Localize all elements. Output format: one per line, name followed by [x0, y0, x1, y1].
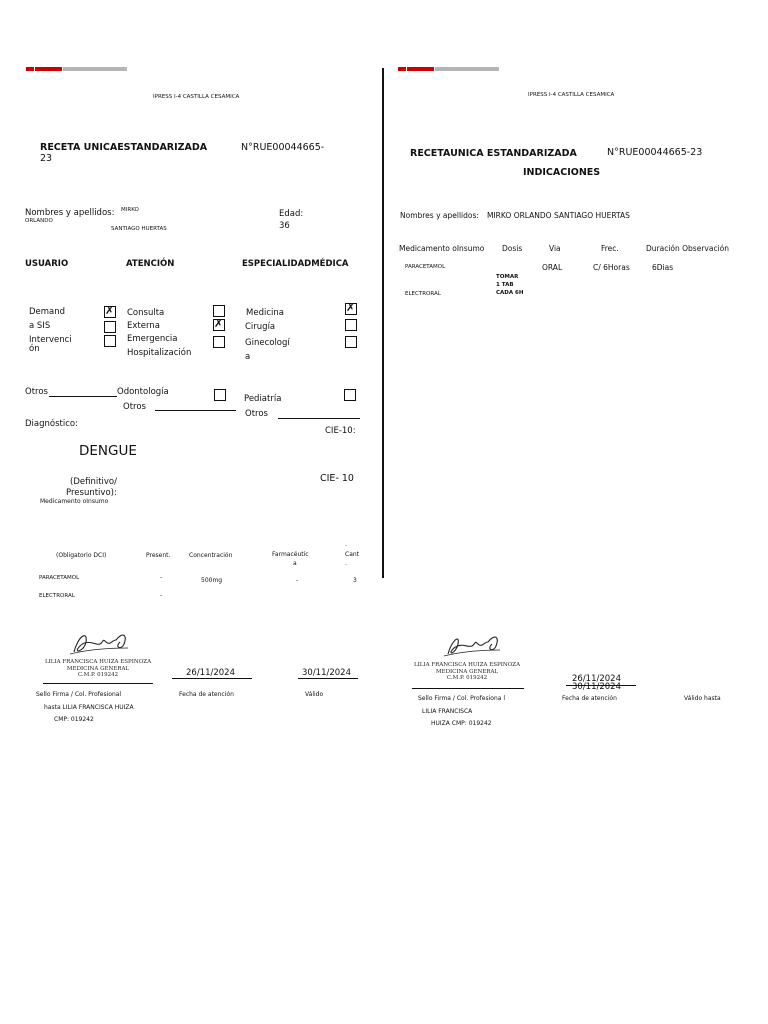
doctor-cmp-right: HUIZA CMP: 019242	[431, 720, 492, 727]
patient-name-part1: MIRKO	[121, 207, 139, 213]
fecha-label-left: Fecha de atención	[179, 691, 234, 698]
col-via: Via	[549, 244, 561, 253]
odontologia-label: Odontología	[117, 387, 169, 397]
date-atencion-left: 26/11/2024	[186, 668, 235, 678]
checkbox-emergencia[interactable]	[213, 336, 225, 348]
ministry-logo-right	[398, 67, 499, 71]
usuario-heading: USUARIO	[25, 259, 69, 269]
atencion-consulta-label: Consulta	[127, 308, 165, 318]
facility-name-left: IPRESS I-4 CASTILLA CESAMICA	[153, 94, 240, 100]
facility-name-right: IPRESS I-4 CASTILLA CESAMICA	[528, 92, 615, 98]
doctor-stamp-left	[38, 659, 158, 679]
patient-name-part2: ORLANDO	[25, 218, 53, 224]
medicamento-insumo-label: Medicamento oInsumo	[40, 498, 109, 505]
especialidad-cirugia-label: Cirugía	[245, 322, 276, 332]
date-atencion-right: 26/11/2024	[572, 674, 621, 684]
date-valido-right: 30/11/2024	[572, 682, 621, 692]
indication-dose-1: TOMAR	[496, 274, 519, 280]
checkbox-pediatria[interactable]	[344, 389, 356, 401]
atencion-hospitalizacion-label: Hospitalización	[127, 348, 192, 358]
col-dci: (Obligatorio DCI)	[56, 552, 107, 559]
signature-line-right	[412, 688, 524, 689]
date-atencion-line-left	[172, 678, 252, 679]
stamp-name: LILIA FRANCISCA HUIZA ESPINOZA	[413, 662, 521, 668]
especialidad-ginecologia-label-1: Ginecologí	[245, 338, 290, 348]
table-row-conc: 500mg	[201, 577, 223, 584]
pediatria-label: Pediatría	[244, 394, 282, 404]
especialidad-heading: ESPECIALIDADMÉDICA	[242, 259, 349, 269]
sello-label-right: Sello Firma / Col. Profesiona l	[418, 695, 505, 702]
col-farmaceutica-1: Farmacéutic	[272, 551, 309, 558]
col-present: Present.	[146, 552, 171, 559]
date-valido-line-left	[298, 678, 358, 679]
prescription-number-left: N°RUE00044665-	[241, 142, 325, 153]
table-row-present: -	[160, 592, 163, 599]
page-divider	[382, 68, 384, 578]
otros-label: Otros	[25, 387, 48, 397]
cie10-label: CIE-10:	[325, 426, 356, 436]
col-concentracion: Concentración	[189, 552, 233, 559]
doctor-name-left: hasta LILIA FRANCISCA HUIZA	[44, 704, 134, 711]
prescription-number-cont-left: 23	[40, 153, 53, 164]
patient-name-label-left: Nombres y apellidos:	[25, 208, 115, 218]
doctor-cmp-left: CMP: 019242	[54, 716, 94, 723]
stamp-cmp: C.M.P. 019242	[446, 675, 488, 681]
valido-label-left: Válido	[305, 691, 324, 698]
table-row-farm: -	[296, 577, 299, 584]
diagnosis-value: DENGUE	[79, 443, 137, 459]
checkbox-sis[interactable]	[104, 321, 116, 333]
doctor-name-right: LILIA FRANCISCA	[422, 708, 473, 715]
especialidad-ginecologia-label-2: a	[245, 352, 251, 362]
usuario-intervencion-label-2: ón	[29, 344, 40, 354]
col-cant-dot-top: .	[345, 541, 347, 548]
patient-name-right: MIRKO ORLANDO SANTIAGO HUERTAS	[487, 211, 630, 220]
atencion-externa-label: Externa	[127, 321, 160, 331]
col-frec: Frec.	[601, 244, 619, 253]
prescription-title-left: RECETA UNICAESTANDARIZADA	[40, 142, 208, 153]
col-cant-dot: .	[345, 560, 347, 567]
fecha-label-right: Fecha de atención	[562, 695, 617, 702]
checkbox-consulta[interactable]	[213, 305, 225, 317]
checkbox-cirugia[interactable]	[345, 319, 357, 331]
stamp-specialty: MEDICINA GENERAL	[66, 665, 130, 672]
age-label: Edad:	[279, 209, 304, 219]
stamp-cmp: C.M.P. 019242	[77, 672, 119, 678]
definitivo-label: (Definitivo/	[70, 477, 117, 487]
col-dosis: Dosis	[502, 244, 523, 253]
checkbox-ginecologia[interactable]	[345, 336, 357, 348]
indication-row-drug: PARACETAMOL	[405, 264, 446, 270]
indication-dose-3: CADA 6H	[496, 290, 524, 296]
atencion-emergencia-label: Emergencia	[127, 334, 178, 344]
checkbox-demanda[interactable]	[104, 306, 116, 318]
patient-name-part3: SANTIAGO HUERTAS	[111, 226, 167, 232]
stamp-name: LILIA FRANCISCA HUIZA ESPINOZA	[44, 659, 152, 665]
indication-row-frec: C/ 6Horas	[593, 263, 630, 272]
prescription-number-right: N°RUE00044665-23	[607, 147, 703, 158]
col-duracion-observacion: Duración Observación	[646, 244, 729, 253]
prescription-title-right: RECETAUNICA ESTANDARIZADA	[410, 148, 577, 159]
col-medicamento: Medicamento oInsumo	[399, 244, 485, 253]
table-row-drug: ELECTRORAL	[39, 593, 75, 599]
diagnostico-label: Diagnóstico:	[25, 419, 78, 429]
date-line-right	[566, 685, 636, 686]
presuntivo-label: Presuntivo):	[66, 488, 117, 498]
otros3-label: Otros	[245, 409, 268, 419]
otros2-line	[155, 410, 236, 411]
table-row-drug: PARACETAMOL	[39, 575, 80, 581]
col-cant: Cant	[345, 551, 360, 558]
date-valido-left: 30/11/2024	[302, 668, 351, 678]
indication-row-duracion: 6Dias	[652, 263, 674, 272]
especialidad-medicina-label: Medicina	[246, 308, 284, 318]
usuario-intervencion-label-1: Intervenci	[29, 335, 72, 345]
age-value: 36	[279, 221, 290, 231]
indication-row-drug: ELECTRORAL	[405, 291, 441, 297]
table-row-present: -	[160, 574, 163, 581]
indicaciones-heading: INDICACIONES	[523, 167, 601, 178]
stamp-specialty: MEDICINA GENERAL	[435, 668, 499, 675]
sello-label-left: Sello Firma / Col. Profesional	[36, 691, 122, 698]
checkbox-externa[interactable]	[213, 319, 225, 331]
indication-dose-2: 1 TAB	[496, 282, 514, 288]
signature-line-left	[43, 683, 153, 684]
ministry-logo-left	[26, 67, 127, 71]
otros3-line	[278, 418, 360, 419]
usuario-demanda-label-1: Demand	[29, 307, 66, 317]
patient-name-label-right: Nombres y apellidos:	[400, 211, 479, 220]
doctor-stamp-right	[407, 662, 527, 682]
otros-line	[49, 396, 117, 397]
indication-row-via: ORAL	[542, 263, 563, 272]
table-row-cant: 3	[353, 577, 357, 584]
checkbox-medicina[interactable]	[345, 303, 357, 315]
checkbox-intervencion[interactable]	[104, 335, 116, 347]
otros2-label: Otros	[123, 402, 146, 412]
usuario-demanda-label-2: a SIS	[29, 321, 51, 331]
valido-label-right: Válido hasta	[684, 695, 721, 702]
cie10-label-2: CIE- 10	[320, 473, 354, 484]
atencion-heading: ATENCIÓN	[126, 259, 175, 269]
col-farmaceutica-2: a	[293, 560, 297, 567]
checkbox-odontologia[interactable]	[214, 389, 226, 401]
